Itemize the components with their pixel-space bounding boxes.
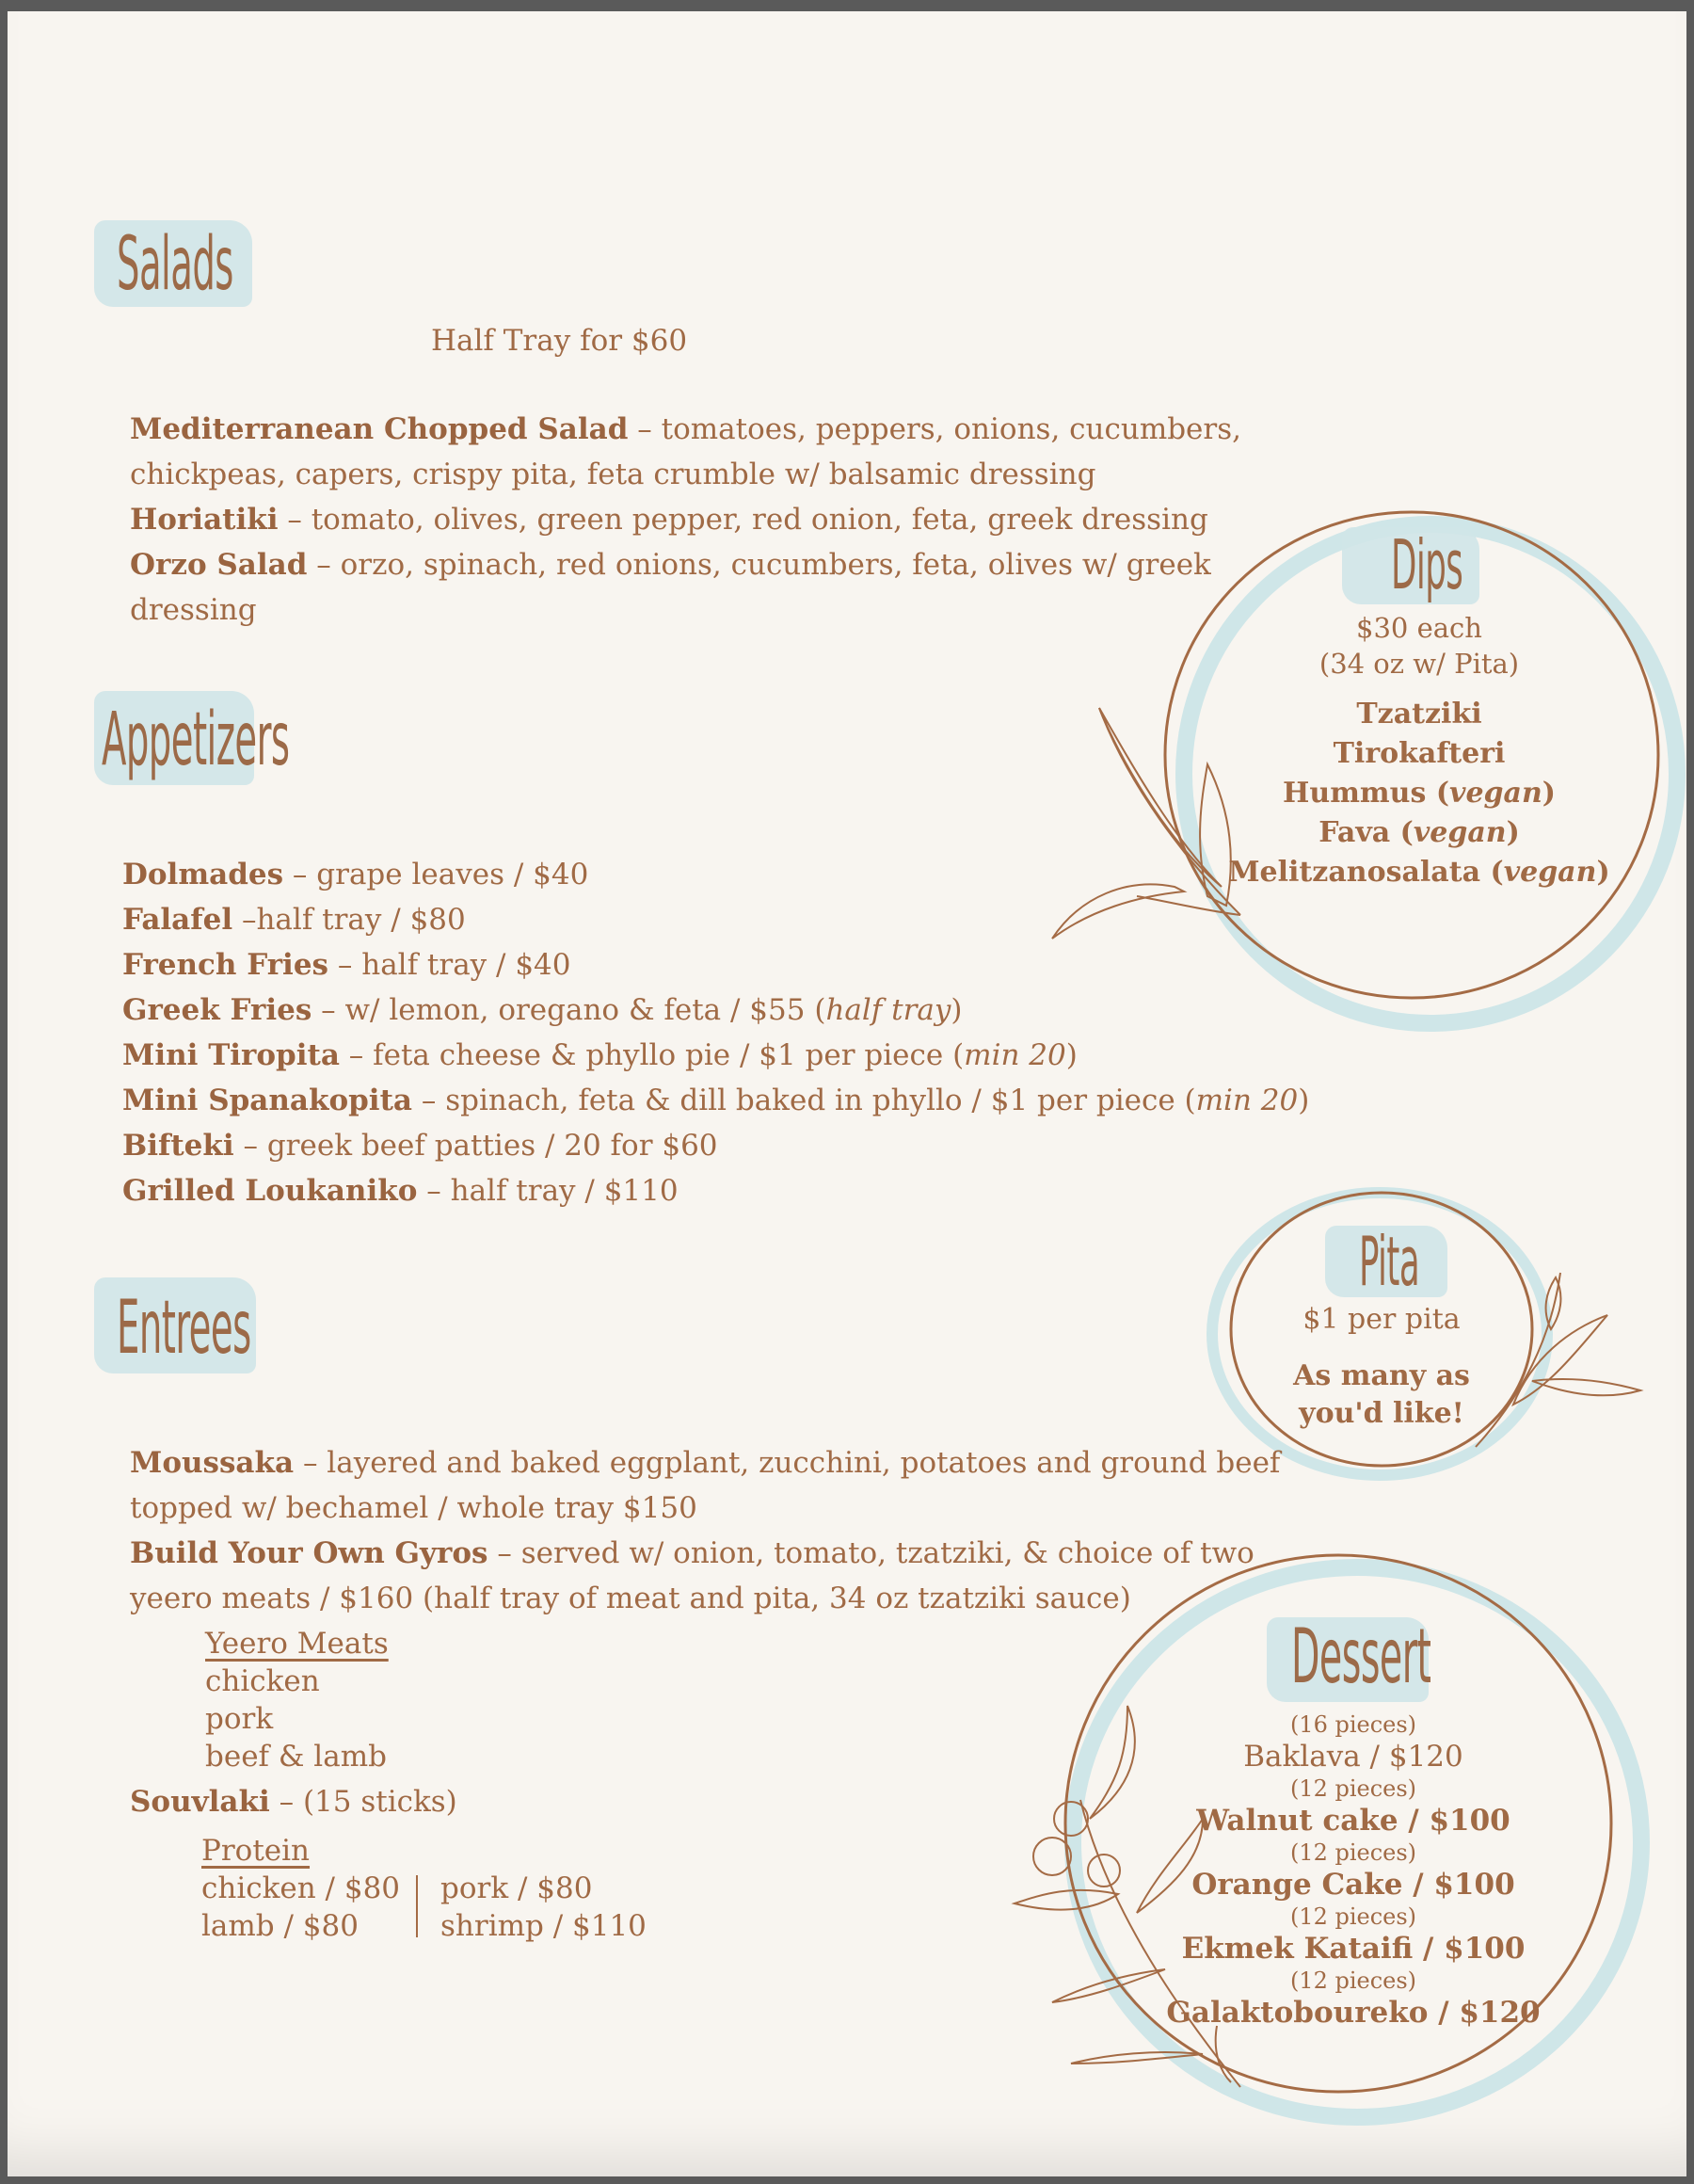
item-desc: – (15 sticks) — [269, 1785, 457, 1819]
protein-grid — [201, 1870, 647, 1945]
list-item: chicken / $80 — [201, 1871, 401, 1905]
list-item — [122, 852, 1309, 897]
item-name: Falafel — [122, 903, 233, 937]
item-name: Greek Fries — [122, 993, 312, 1027]
menu-page — [8, 11, 1686, 2176]
item-desc: topped w/ bechamel / whole tray $150 — [130, 1491, 697, 1525]
item-note: vegan — [1503, 856, 1597, 889]
entrees-heading: Entrees — [117, 1286, 251, 1371]
protein-col-right — [416, 1871, 647, 1943]
item-desc: – feta cheese & phyllo pie / $1 per piece ( — [339, 1038, 965, 1072]
item-name: Melitzanosalata — [1228, 856, 1481, 889]
item-desc: – tomato, olives, green pepper, red onion, feta, greek dressing — [278, 503, 1208, 537]
salads-heading: Salads — [117, 222, 233, 307]
dessert-name: Baklava / $120 — [1243, 1740, 1463, 1774]
item-name: Moussaka — [130, 1446, 295, 1480]
pita-heading: Pita — [1359, 1222, 1420, 1301]
list-item — [130, 452, 1241, 497]
list-item: Hummus (vegan) — [1283, 777, 1556, 810]
list-item: pork / $80 — [440, 1871, 593, 1905]
item-name: Mini Tiropita — [122, 1038, 340, 1072]
pita-price: $1 per pita — [1302, 1303, 1461, 1336]
dessert-qty: (12 pieces) — [1289, 1903, 1417, 1930]
item-name: Horiatiki — [130, 503, 279, 537]
list-item — [1127, 1839, 1579, 1903]
list-item — [122, 897, 1309, 942]
item-name: Grilled Loukaniko — [122, 1174, 418, 1208]
item-note: min 20 — [964, 1038, 1066, 1072]
item-name: French Fries — [122, 948, 329, 982]
list-item — [130, 542, 1241, 587]
dessert-name: Ekmek Kataifi / $100 — [1181, 1932, 1526, 1966]
item-desc: – tomatoes, peppers, onions, cucumbers, — [628, 412, 1241, 446]
item-desc: chickpeas, capers, crispy pita, feta crumble w/ balsamic dressing — [130, 458, 1096, 491]
dips-content — [1212, 610, 1626, 892]
item-name: Tirokafteri — [1333, 737, 1506, 770]
item-desc: – half tray / $110 — [417, 1174, 679, 1208]
item-name: Fava — [1318, 816, 1391, 849]
item-desc: – grape leaves / $40 — [283, 858, 589, 891]
list-item: Melitzanosalata (vegan) — [1228, 856, 1610, 889]
dessert-content — [1127, 1711, 1579, 2031]
item-desc: – w/ lemon, oregano & feta / $55 ( — [312, 993, 826, 1027]
salads-list — [130, 407, 1241, 633]
item-tail: ) — [1298, 1084, 1310, 1117]
list-item: Fava (vegan) — [1318, 816, 1520, 849]
dessert-qty: (12 pieces) — [1289, 1839, 1417, 1866]
item-note: vegan — [1449, 777, 1542, 810]
list-item — [122, 1168, 1309, 1213]
pita-line-1: As many as — [1293, 1359, 1470, 1392]
item-name: Mediterranean Chopped Salad — [130, 412, 629, 446]
list-item — [1127, 1903, 1579, 1967]
list-item — [130, 1440, 1280, 1485]
item-desc: – served w/ onion, tomato, tzatziki, & choice of two — [487, 1536, 1255, 1570]
dessert-qty: (16 pieces) — [1289, 1711, 1417, 1738]
item-name: Souvlaki — [130, 1785, 270, 1819]
item-desc: – layered and baked eggplant, zucchini, potatoes and ground beef — [294, 1446, 1281, 1480]
list-item — [122, 988, 1309, 1033]
list-item — [122, 942, 1309, 988]
pita-content — [1240, 1301, 1523, 1433]
list-item — [122, 1123, 1309, 1168]
list-item — [122, 1078, 1309, 1123]
protein-title: Protein — [201, 1834, 311, 1868]
item-name: Tzatziki — [1356, 698, 1482, 731]
item-desc: – half tray / $40 — [328, 948, 571, 982]
list-item — [1212, 695, 1626, 734]
item-desc: –half tray / $80 — [232, 903, 466, 937]
salads-price-note: Half Tray for $60 — [431, 324, 688, 358]
item-note: half tray — [825, 993, 951, 1027]
item-desc: – spinach, feta & dill baked in phyllo / $1 per piece ( — [412, 1084, 1196, 1117]
dips-size: (34 oz w/ Pita) — [1318, 648, 1520, 680]
dessert-qty: (12 pieces) — [1289, 1775, 1417, 1802]
list-item — [1212, 734, 1626, 774]
list-item — [130, 407, 1241, 452]
appetizers-heading: Appetizers — [102, 698, 290, 782]
list-item — [1127, 1775, 1579, 1839]
list-item — [130, 497, 1241, 542]
list-item: pork — [205, 1702, 274, 1736]
dessert-name: Walnut cake / $100 — [1196, 1804, 1510, 1838]
dips-items — [1212, 695, 1626, 892]
list-item: shrimp / $110 — [440, 1909, 647, 1943]
appetizers-list — [122, 852, 1309, 1213]
dessert-heading: Dessert — [1291, 1613, 1431, 1700]
item-tail: ) — [1065, 1038, 1078, 1072]
yeero-meats-list — [205, 1625, 389, 1775]
protein-list — [201, 1832, 647, 1945]
item-desc: – greek beef patties / 20 for $60 — [233, 1129, 718, 1163]
dips-heading: Dips — [1391, 525, 1463, 604]
entrees-list — [130, 1440, 1280, 1621]
list-item: beef & lamb — [205, 1740, 387, 1774]
item-name: Orzo Salad — [130, 548, 308, 582]
item-note: min 20 — [1195, 1084, 1299, 1117]
list-item — [130, 1531, 1280, 1576]
item-note: vegan — [1413, 816, 1507, 849]
protein-col-left — [201, 1870, 416, 1945]
yeero-meats-title: Yeero Meats — [205, 1627, 389, 1661]
list-item — [130, 587, 1241, 633]
list-item: lamb / $80 — [201, 1909, 359, 1943]
list-item — [130, 1576, 1280, 1621]
item-desc: – orzo, spinach, red onions, cucumbers, feta, olives w/ greek — [307, 548, 1211, 582]
list-item — [130, 1485, 1280, 1531]
souvlaki-item — [130, 1779, 457, 1824]
pita-line-2: you'd like! — [1299, 1397, 1464, 1430]
list-item — [122, 1033, 1309, 1078]
item-name: Build Your Own Gyros — [130, 1536, 488, 1570]
item-name: Mini Spanakopita — [122, 1084, 412, 1117]
dessert-qty: (12 pieces) — [1289, 1967, 1417, 1994]
item-tail: ) — [951, 993, 963, 1027]
item-desc: yeero meats / $160 (half tray of meat and pita, 34 oz tzatziki sauce) — [130, 1582, 1131, 1615]
dips-price: $30 each — [1356, 612, 1482, 644]
item-name: Bifteki — [122, 1129, 234, 1163]
list-item: chicken — [205, 1664, 320, 1698]
dessert-name: Galaktoboureko / $120 — [1166, 1996, 1541, 2030]
item-name: Dolmades — [122, 858, 284, 891]
dessert-name: Orange Cake / $100 — [1191, 1868, 1515, 1902]
item-name: Hummus — [1283, 777, 1427, 810]
list-item — [1127, 1967, 1579, 2031]
list-item — [1127, 1711, 1579, 1775]
item-desc: dressing — [130, 593, 257, 627]
